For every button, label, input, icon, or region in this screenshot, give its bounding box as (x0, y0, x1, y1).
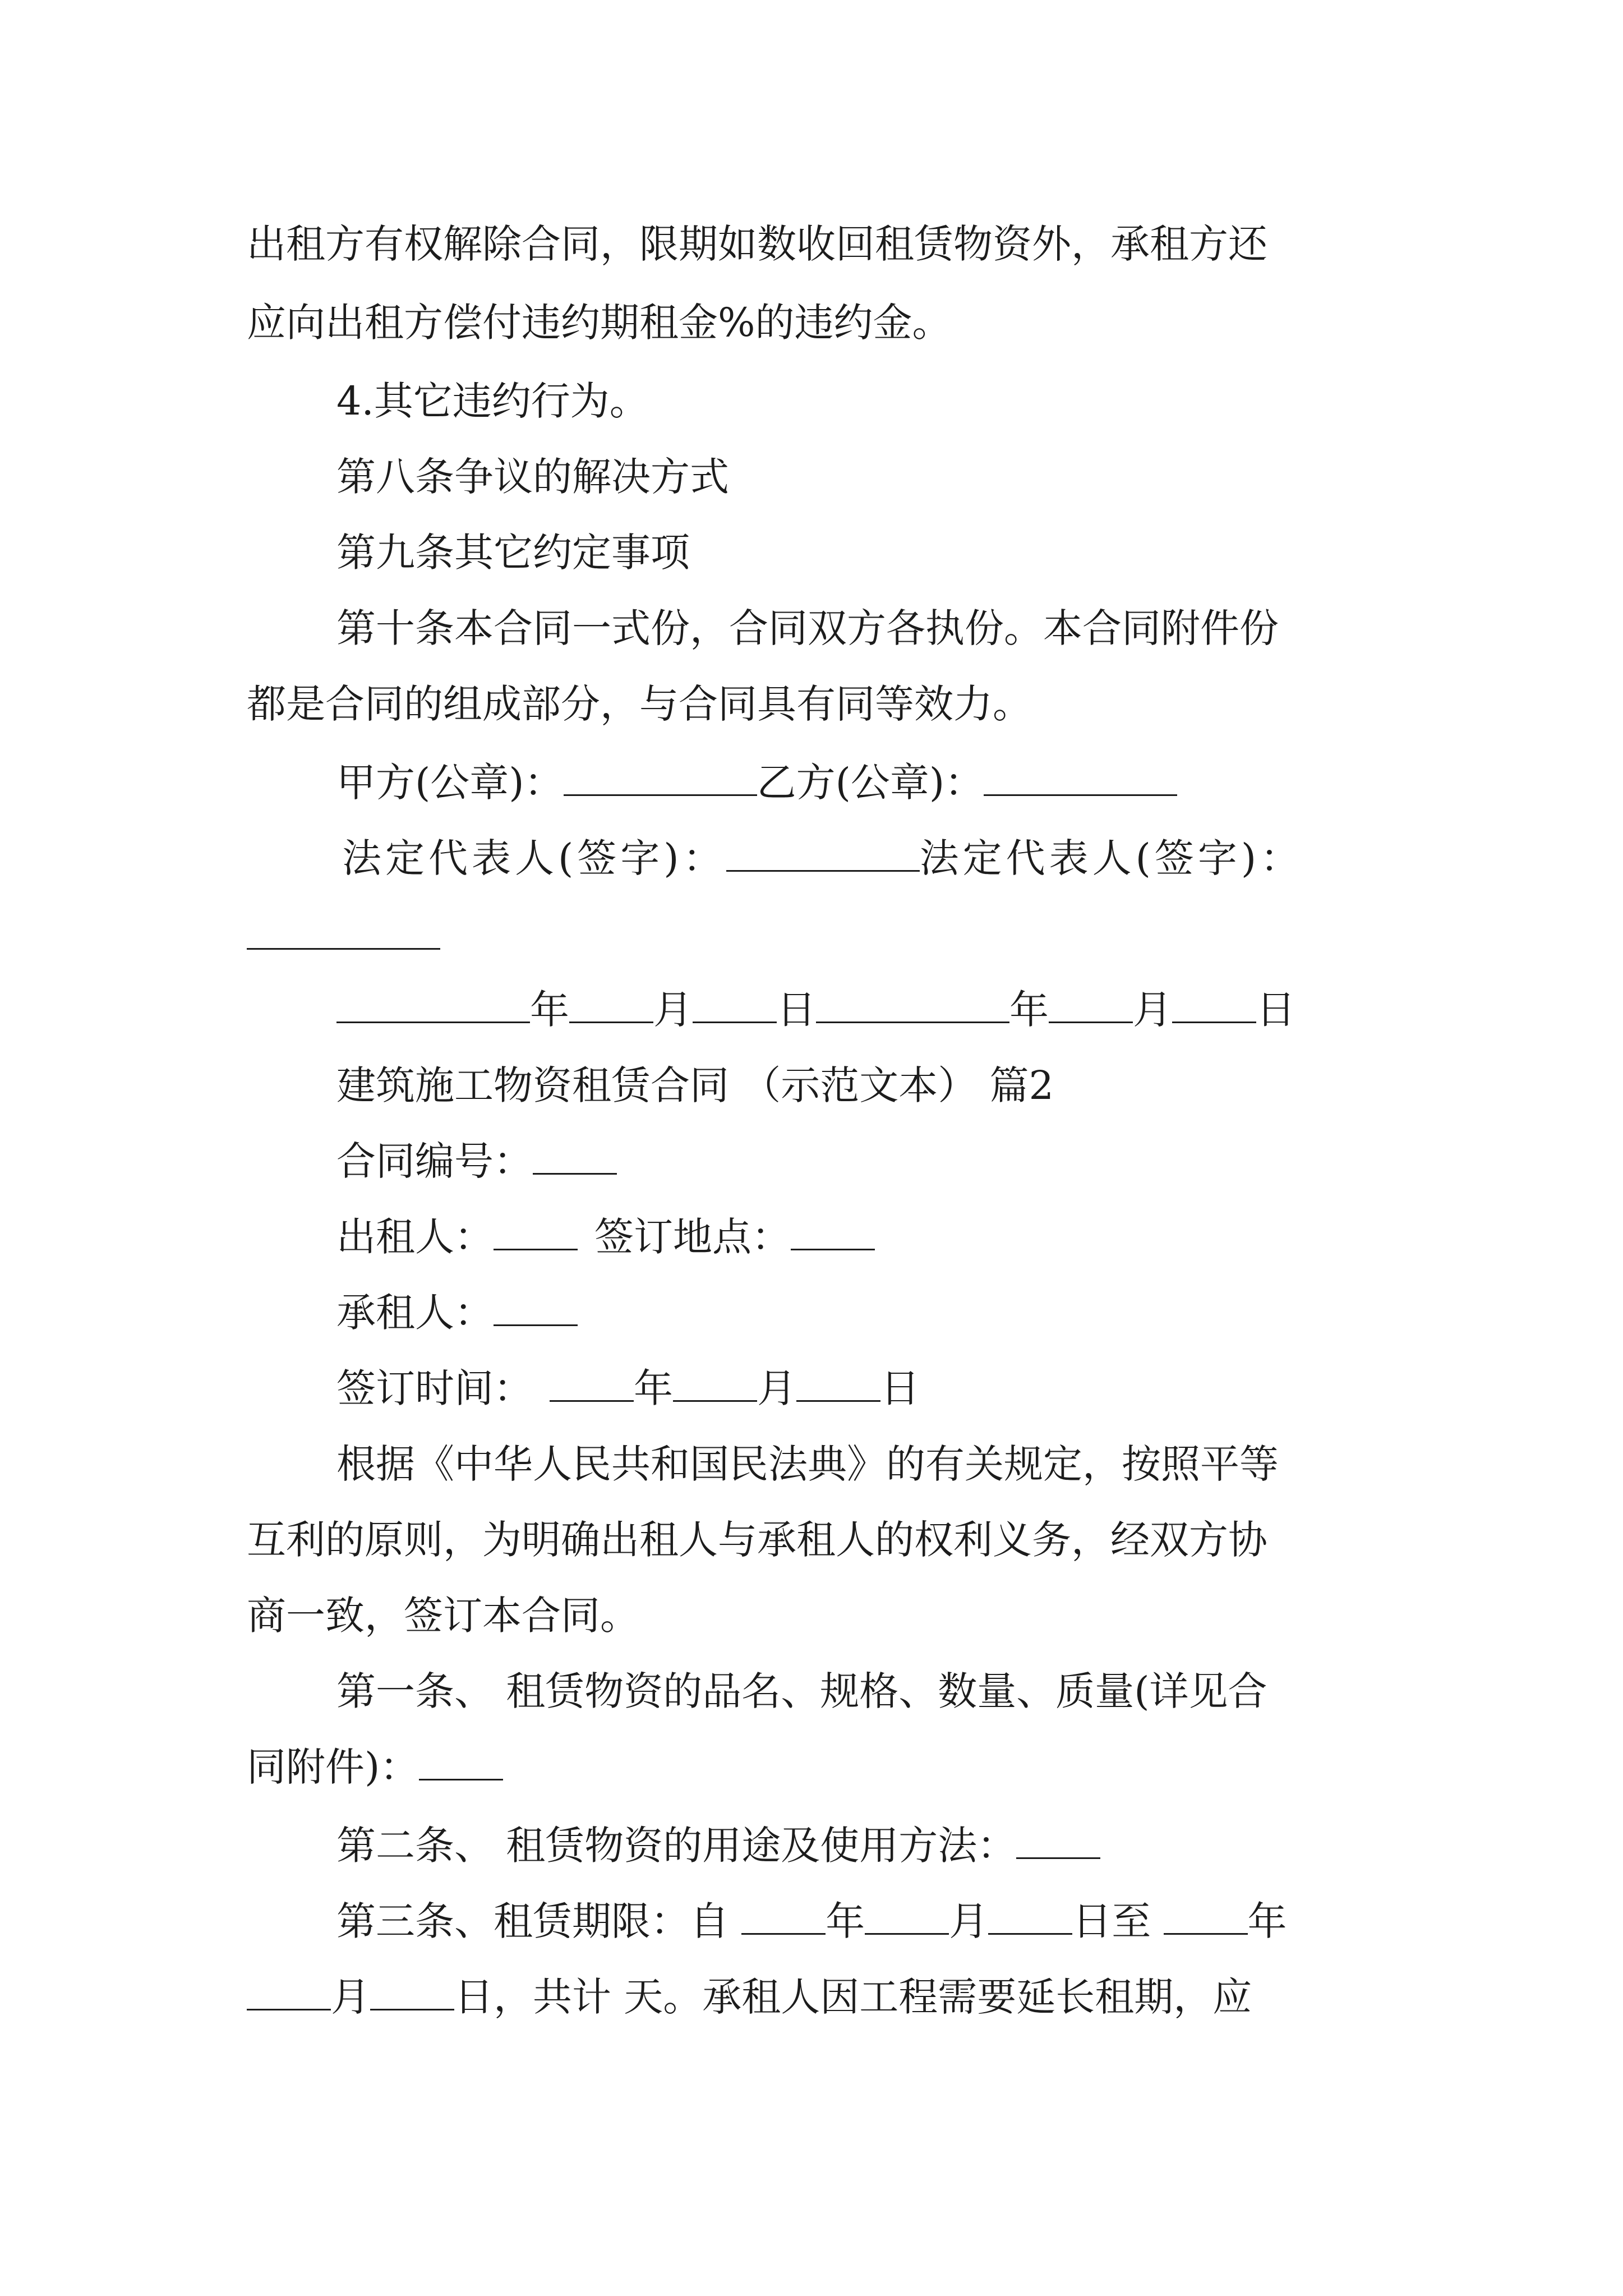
date-line (336, 982, 1295, 1038)
text-line: 出租方有权解除合同，限期如数收回租赁物资外，承租方还 (247, 221, 1267, 267)
article-one-blank (419, 1746, 503, 1780)
section-heading: 建筑施工物资租赁合同 （示范文本） 篇2 (336, 1062, 1054, 1108)
signature-line-rep (342, 830, 1303, 886)
article-three-line-2 (247, 1969, 1252, 2025)
text-line: 4.其它违约行为。 (336, 378, 649, 424)
article-two-label: 第二条、 租赁物资的用途及使用方法： (336, 1823, 1017, 1869)
article-three-line (336, 1893, 1287, 1949)
contract-number-line (336, 1133, 617, 1189)
text-line: 应向出租方偿付违约期租金%的违约金。 (247, 300, 952, 346)
text-line: 第十条本合同一式份，合同双方各执份。本合同附件份 (336, 605, 1279, 651)
month-blank (569, 989, 653, 1023)
year-label: 年 (530, 987, 569, 1033)
month-blank (247, 1976, 331, 2010)
month-label: 月 (653, 987, 693, 1033)
year-label: 年 (1247, 1898, 1287, 1944)
legal-rep-b-blank (247, 948, 440, 950)
party-b-seal-blank (984, 762, 1177, 796)
day-label: 日 (777, 987, 816, 1033)
month-label: 月 (331, 1974, 370, 2020)
month-label: 月 (1133, 987, 1172, 1033)
legal-rep-b-label: 法定代表人(签字)： (919, 835, 1304, 881)
lessee-label: 承租人： (336, 1290, 494, 1336)
day-label: 日 (1256, 987, 1295, 1033)
text-line: 都是合同的组成部分，与合同具有同等效力。 (247, 681, 1032, 727)
month-label: 月 (757, 1365, 796, 1411)
article-heading: 第八条争议的解决方式 (336, 454, 729, 500)
day-blank (988, 1901, 1072, 1935)
text-line: 互利的原则，为明确出租人与承租人的权利义务，经双方协 (247, 1517, 1267, 1563)
month-blank (673, 1368, 757, 1402)
year-blank (741, 1901, 826, 1935)
year-label: 年 (1009, 987, 1049, 1033)
sign-place-blank (791, 1216, 875, 1250)
legal-rep-a-label: 法定代表人(签字)： (342, 835, 726, 881)
month-label: 月 (949, 1898, 989, 1944)
year-blank (1164, 1901, 1248, 1935)
year-label: 年 (826, 1898, 865, 1944)
year-blank (336, 989, 530, 1023)
year-blank (816, 989, 1009, 1023)
day-label: 日 (880, 1365, 920, 1411)
year-blank (550, 1368, 634, 1402)
lessor-label: 出租人： (336, 1214, 494, 1260)
party-a-seal-label: 甲方(公章)： (336, 760, 564, 806)
article-one-label: 同附件)： (247, 1744, 419, 1790)
sign-time-label: 签订时间： (336, 1365, 533, 1411)
article-one-line (247, 1739, 503, 1795)
month-blank (1049, 989, 1133, 1023)
month-blank (865, 1901, 949, 1935)
article-three-label: 第三条、租赁期限：自 (336, 1898, 742, 1944)
contract-number-blank (533, 1140, 617, 1175)
article-three-text: 日，共计 天。承租人因工程需要延长租期，应 (454, 1974, 1252, 2020)
until-label: 日至 (1072, 1898, 1164, 1944)
party-b-seal-label: 乙方(公章)： (757, 760, 984, 806)
sign-place-label: 签订地点： (594, 1214, 791, 1260)
day-blank (693, 989, 777, 1023)
text-line: 商一致，签订本合同。 (247, 1593, 639, 1639)
party-a-seal-blank (564, 762, 757, 796)
article-two-line (336, 1818, 1100, 1874)
year-label: 年 (634, 1365, 673, 1411)
article-heading: 第九条其它约定事项 (336, 530, 690, 576)
sign-time-line (336, 1360, 920, 1416)
lessee-line (336, 1285, 578, 1341)
lessor-blank (494, 1216, 578, 1250)
day-blank (1172, 989, 1256, 1023)
contract-number-label: 合同编号： (336, 1138, 533, 1184)
signature-line-seal (336, 754, 1177, 811)
day-blank (796, 1368, 880, 1402)
lessor-line (336, 1209, 875, 1265)
lessee-blank (494, 1292, 578, 1326)
legal-rep-a-blank (726, 838, 920, 872)
text-line: 根据《中华人民共和国民法典》的有关规定，按照平等 (336, 1441, 1279, 1487)
text-line: 第一条、 租赁物资的品名、规格、数量、质量(详见合 (336, 1668, 1267, 1714)
day-blank (370, 1976, 454, 2010)
article-two-blank (1016, 1825, 1100, 1859)
